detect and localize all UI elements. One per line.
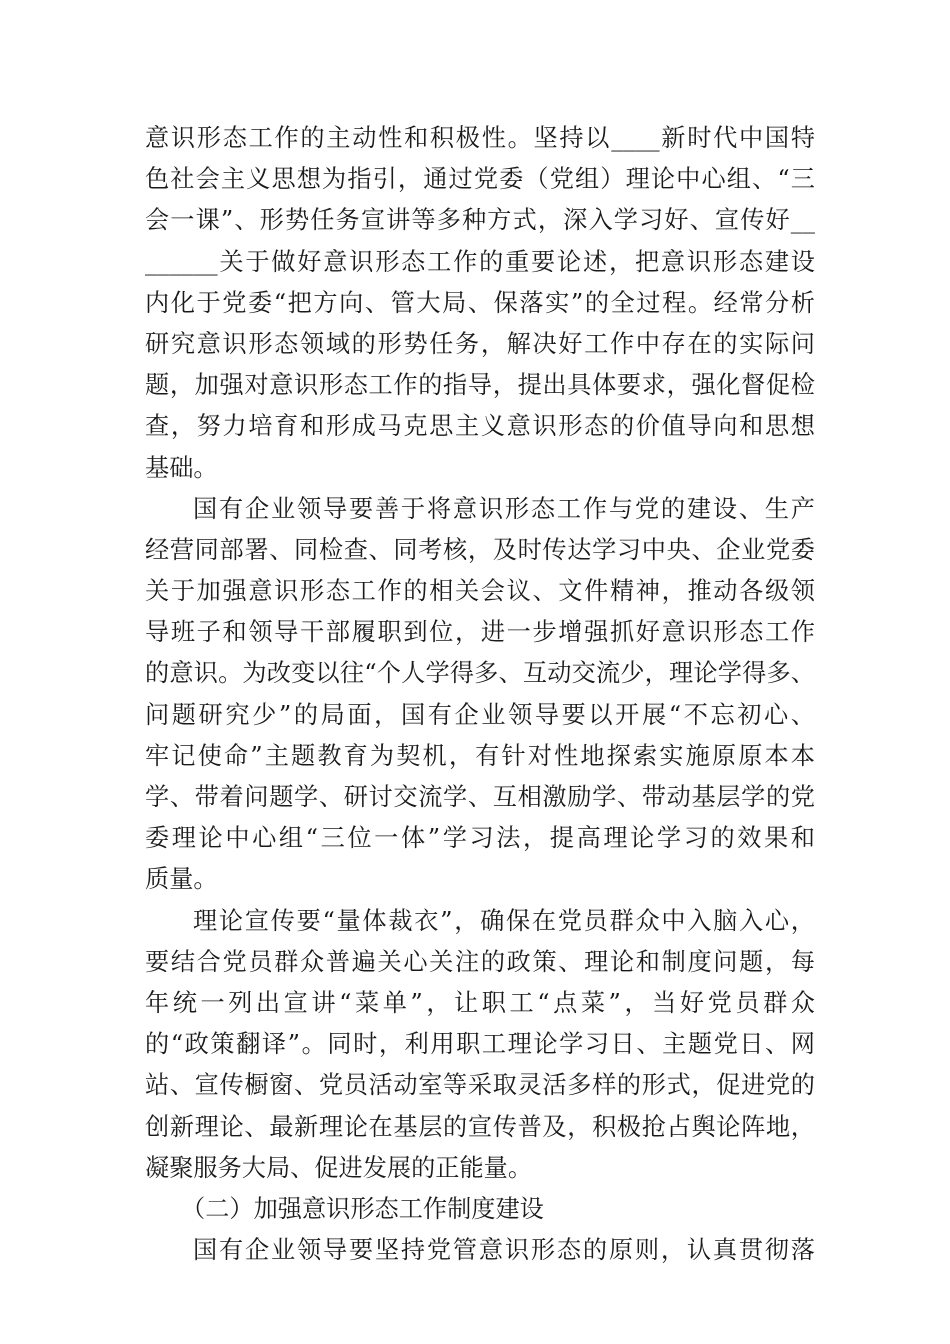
- text-line: 题，加强对意识形态工作的指导，提出具体要求，强化督促检: [145, 371, 815, 400]
- text-line: 查，努力培育和形成马克思主义意识形态的价值导向和思想: [145, 412, 815, 441]
- text-line: 研究意识形态领域的形势任务，解决好工作中存在的实际问: [145, 329, 815, 358]
- text-line: 会一课”、形势任务宣讲等多种方式，深入学习好、宣传好__: [145, 206, 815, 235]
- text-line: 学、带着问题学、研讨交流学、互相激励学、带动基层学的党: [145, 783, 815, 811]
- text-line: 牢记使命”主题教育为契机，有针对性地探索实施原原本本: [145, 741, 815, 770]
- text-line: 委理论中心组“三位一体”学习法，提高理论学习的效果和: [145, 824, 815, 853]
- text-line: 的意识。为改变以往“个人学得多、互动交流少，理论学得多、: [145, 659, 815, 688]
- text-line: 国有企业领导要善于将意识形态工作与党的建设、生产: [193, 494, 815, 523]
- text-line: 理论宣传要“量体裁衣”，确保在党员群众中入脑入心，: [193, 906, 815, 935]
- text-line: 经营同部署、同检查、同考核，及时传达学习中央、企业党委: [145, 535, 815, 564]
- text-line: 质量。: [145, 865, 218, 894]
- text-line: 创新理论、最新理论在基层的宣传普及，积极抢占舆论阵地，: [145, 1112, 815, 1141]
- document-page: [145, 118, 815, 1271]
- text-line: 要结合党员群众普遍关心关注的政策、理论和制度问题，每: [145, 947, 815, 976]
- text-line: 基础。: [145, 453, 218, 482]
- section-heading: （二）加强意识形态工作制度建设: [181, 1194, 544, 1223]
- text-line: 国有企业领导要坚持党管意识形态的原则，认真贯彻落: [193, 1236, 815, 1265]
- text-line: ______关于做好意识形态工作的重要论述，把意识形态建设: [145, 247, 815, 276]
- text-line: 问题研究少”的局面，国有企业领导要以开展“不忘初心、: [145, 700, 815, 729]
- text-line: 关于加强意识形态工作的相关会议、文件精神，推动各级领: [145, 577, 815, 606]
- text-line: 的“政策翻译”。同时，利用职工理论学习日、主题党日、网: [145, 1030, 815, 1059]
- text-line: 凝聚服务大局、促进发展的正能量。: [145, 1153, 533, 1182]
- text-line: 年统一列出宣讲“菜单”，让职工“点菜”，当好党员群众: [145, 988, 815, 1017]
- text-line: 导班子和领导干部履职到位，进一步增强抓好意识形态工作: [145, 618, 815, 647]
- text-line: 内化于党委“把方向、管大局、保落实”的全过程。经常分析: [145, 288, 815, 317]
- text-line: 站、宣传橱窗、党员活动室等采取灵活多样的形式，促进党的: [145, 1071, 815, 1100]
- text-line: 意识形态工作的主动性和积极性。坚持以____新时代中国特: [145, 124, 815, 152]
- text-line: 色社会主义思想为指引，通过党委（党组）理论中心组、“三: [145, 165, 815, 194]
